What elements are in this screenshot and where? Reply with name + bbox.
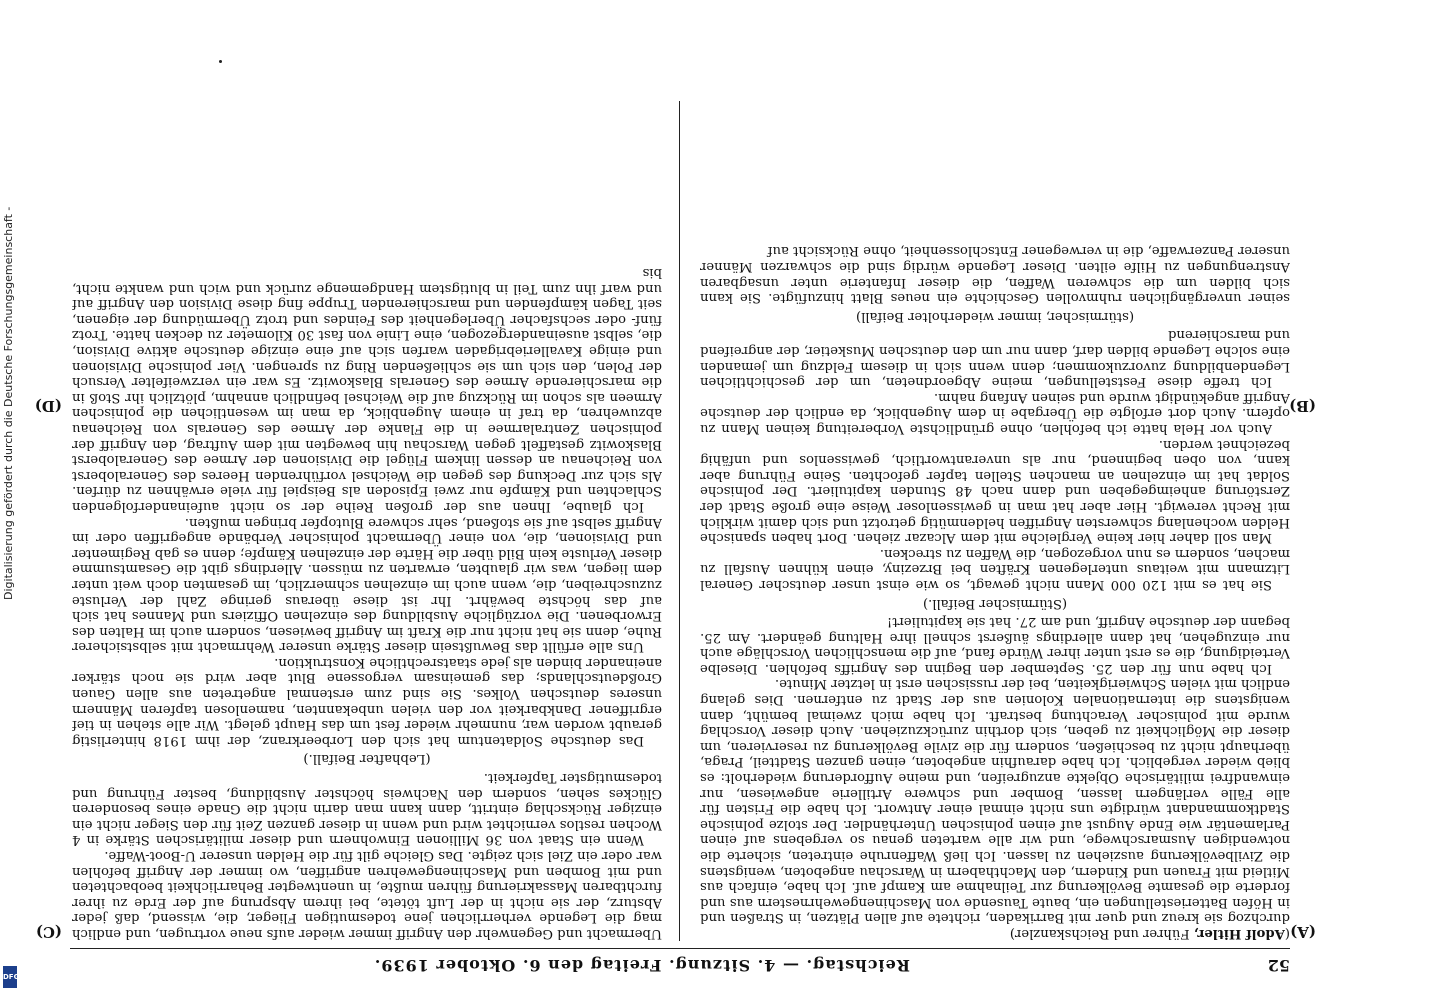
margin-marker-c: (C): [35, 923, 62, 941]
applause-note: (Lebhafter Beifall.): [303, 751, 431, 767]
margin-marker-b: (B): [1289, 397, 1316, 415]
paragraph: Ich glaube, Ihnen aus der großen Reihe der so nicht aufeinanderfolgenden Schlachten und Kämpfe nur zwei Episoden als Beispiel für viele erwähnen zu dürfen. Als sich zur Deckung des gegen die Weichsel vorführenden Heeres des Generaloberst von Reichenau an dessen linkem Flügel die Divisionen der Armee des Generaloberst Blaskowitz gestaffelt gegen Warschau hin bewegten mit dem Auftrag, den Angriff der polnischen Zentralarmee in die Flanke der Armee des Generals von Reichenau abzuwehren, da traf in einem Augenblick, da man im wesentlichen die polnischen Armeen als schon im Rückzug auf die Weichsel befindlich annahm, plötzlich ihr Stoß in die marschierende Armee des Generals Blaskowitz. Es war ein verzweifelter Versuch der Polen, den sich um sie schließenden Ring zu sprengen. Vier polnische Divisionen und einige Kavalleriebrigaden warfen sich auf eine einzige deutsche aktive Division, die, selbst auseinandergezogen, eine Linie von fast 30 Kilometer zu decken hatte. Trotz fünf- oder sechsfacher Überlegenheit des Feindes und trotz Übermüdung der eigenen, seit Tagen kämpfenden und marschierenden Truppe fing diese Division den Angriff auf und warf ihn zum Teil in blutigstem Handgemenge zurück und wich und wankte nicht, bis: [72, 265, 662, 514]
scan-dot: [219, 60, 222, 63]
paragraph: Sie hat es mit 120 000 Mann nicht gewagt, so wie einst unser deutscher General Litzmann mit weitaus unterlegenen Kräften bei Brzeziny, einen kühnen Ausfall zu machen, sondern es nun vorgezogen, die Waffen zu strecken.: [700, 545, 1290, 592]
sidebar-attribution: [0, 0, 22, 1000]
speaker-role: Führer und Reichskanzler): [1009, 926, 1190, 941]
margin-marker-a: (A): [1290, 923, 1316, 941]
margin-marker-d: (D): [34, 397, 62, 415]
page-header: [70, 953, 1290, 975]
paragraph: Das deutsche Soldatentum hat sich den Lorbeerkranz, der ihm 1918 hinterlistig geraubt worden war, nunmehr wieder fest um das Haupt gelegt. Wir alle stehen in tief ergriffener Dankbarkeit vor den vielen unbekannten, namenlosen tapferen Männern unseres deutschen Volkes. Sie sind zum erstenmal angetreten aus allen Gauen Großdeutschlands; das gemeinsam vergossene Blut aber wird sie noch stärker aneinander binden als jede staatsrechtliche Konstruktion.: [72, 654, 662, 748]
paragraph: Uns alle erfüllt das Bewußtsein dieser Stärke unserer Wehrmacht mit selbstsicherer Ruhe, denn sie hat nicht nur die Kraft im Angriff bewiesen, sondern auch im Halten des Erworbenen. Die vorzügliche Ausbildung des einzelnen Offiziers und Mannes hat sich auf das höchste bewährt. Ihr ist diese überaus geringe Zahl der Verluste zuzuschreiben, die, wenn auch im einzelnen schmerzlich, im gesamten doch weit unter dem liegen, was wir glaubten, erwarten zu müssen. Allerdings gibt die Gesamtsumme dieser Verluste kein Bild über die Härte der einzelnen Kämpfe; denn es gab Regimenter und Divisionen, die, von einer Übermacht polnischer Verbände angegriffen oder im Angriff selbst auf sie stoßend, sehr schwere Blutopfer bringen mußten.: [72, 514, 662, 655]
paragraph: Man soll daher hier keine Vergleiche mit dem Alcazar ziehen. Dort haben spanische Helden wochenlang schwersten Angriffen heldenmütig getrotzt und sich damit wirklich mit Recht verewigt. Hier aber hat man in gewissenloser Weise eine große Stadt der Zerstörung anheimgegeben und dann nach 48 Stunden kapituliert. Der polnische Soldat hat im einzelnen an manchen Stellen tapfer gefochten. Seine Führung aber kann, von oben beginnend, nur als unverantwortlich, gewissenlos und unfähig bezeichnet werden.: [700, 436, 1290, 546]
document-page: [34, 95, 1316, 975]
speaker-name: Adolf Hitler,: [1193, 926, 1285, 941]
paragraph: seiner unvergänglichen ruhmvollen Geschichte ein neues Blatt hinzufügte. Sie kann sich bilden um die schweren Waffen, die dieser Infanterie unter unsagbaren Anstrengungen zu Hilfe eilten. Dieser Legende würdig sind die schwarzen Männer unserer Panzerwaffe, die in verwegener Entschlossenheit, ohne Rücksicht auf: [700, 243, 1290, 306]
speaker-line: [700, 925, 1290, 941]
column-divider: [679, 101, 680, 941]
left-column: [700, 101, 1290, 941]
paragraph: Auch vor Hela hatte ich befohlen, ohne gründlichste Vorbereitung keinen Mann zu opfern. Auch dort erfolgte die Übergabe in dem Augenblick, da endlich der deutsche Angriff angekündigt wurde und seinen Anfang nahm.: [700, 389, 1290, 436]
paragraph: Ich habe nun für den 25. September den Beginn des Angriffs befohlen. Dieselbe Verteidigung, die es erst unter ihrer Würde fand, auf die menschlichen Vorschläge auch nur einzugehen, hat dann allerdings äußerst schnell ihre Haltung geändert. Am 25. begann der deutsche Angriff, und am 27. hat sie kapituliert!: [700, 614, 1290, 676]
applause-note: (Stürmischer Beifall.): [922, 595, 1068, 611]
paragraph: Ich treffe diese Feststellungen, meine Abgeordneten, um der geschichtlichen Legendenbildung zuvorzukommen; denn wenn sich in diesem Feldzug um jemanden eine solche Legende bilden darf, dann nur um den deutschen Musketier, der angreifend und marschierend: [700, 327, 1290, 390]
header-rule: [70, 948, 1290, 949]
paragraph: Wenn ein Staat von 36 Millionen Einwohnern und dieser militärischen Stärke in 4 Wochen restlos vernichtet wird und wenn in dieser ganzen Zeit für den Sieger nicht ein einziger Rückschlag eintritt, dann kann man darin nicht die Gnade eines besonderen Glückes sehen, sondern den Nachweis höchster Ausbildung, bester Führung und todesmutigster Tapferkeit.: [72, 770, 662, 848]
right-column: [72, 101, 662, 941]
speaker-open: (: [1284, 926, 1290, 941]
applause-note: (stürmischer, immer wiederholter Beifall): [855, 308, 1135, 324]
attribution-text: Digitalisierung gefördert durch die Deutsche Forschungsgemeinschaft -: [2, 206, 15, 600]
paragraph: durchzog sie kreuz und quer mit Barrikaden, richtete auf allen Plätzen, in Straßen und in Höfen Batteriestellungen ein, baute Tausende von Maschinengewehrnestern aus und forderte die gesamte Bevölkerung zur Teilnahme am Kampf auf. Ich habe, einfach aus Mitleid mit Frauen und Kindern, den Machthabern in Warschau angeboten, wenigstens die Zivilbevölkerung ausziehen zu lassen. Ich ließ Waffenruhe eintreten, sicherte die notwendigen Ausmarschwege, und wir alle warteten genau so vergebens auf einen Parlamentär wie Ende August auf einen polnischen Unterhändler. Der stolze polnische Stadtkommandant würdigte uns nicht einmal einer Antwort. Ich habe die Fristen für alle Fälle verlängern lassen, Bomber und schwere Artillerie angewiesen, nur einwandfrei militärische Objekte anzugreifen, und meine Aufforderung wiederholt: es blieb wieder vergeblich. Ich habe daraufhin angeboten, einen ganzen Stadtteil, Praga, überhaupt nicht zu beschießen, sondern für die zivile Bevölkerung zu reservieren, um dieser die Möglichkeit zu geben, sich dorthin zurückzuziehen. Auch dieser Vorschlag wurde mit polnischer Verachtung bestraft. Ich habe mich zweimal bemüht, dann wenigstens die internationalen Kolonien aus der Stadt zu entfernen. Dies gelang endlich mit vielen Schwierigkeiten, bei der russischen erst in letzter Minute.: [700, 676, 1290, 926]
page-number: 52: [1267, 956, 1290, 975]
page-title: Reichstag. — 4. Sitzung. Freitag den 6. Oktober 1939.: [373, 956, 910, 975]
paragraph: Übermacht und Gegenwehr den Angriff immer wieder aufs neue vortrugen, und endlich mag die Legende verherrlichen jene todesmutigen Flieger, die, wissend, daß jeder Absturz, der sie nicht in der Luft tötete, bei ihrem Absprung auf der Erde zu ihrer furchtbaren Massakrierung führen mußte, in unentwegter Beharrlichkeit beobachteten und mit Bomben und Maschinengewehren angriffen, wo immer der Angriff befohlen war oder ein Ziel sich zeigte. Das Gleiche gilt für die Helden unserer U-Boot-Waffe.: [72, 848, 662, 941]
dfg-logo: DFG: [3, 966, 17, 988]
